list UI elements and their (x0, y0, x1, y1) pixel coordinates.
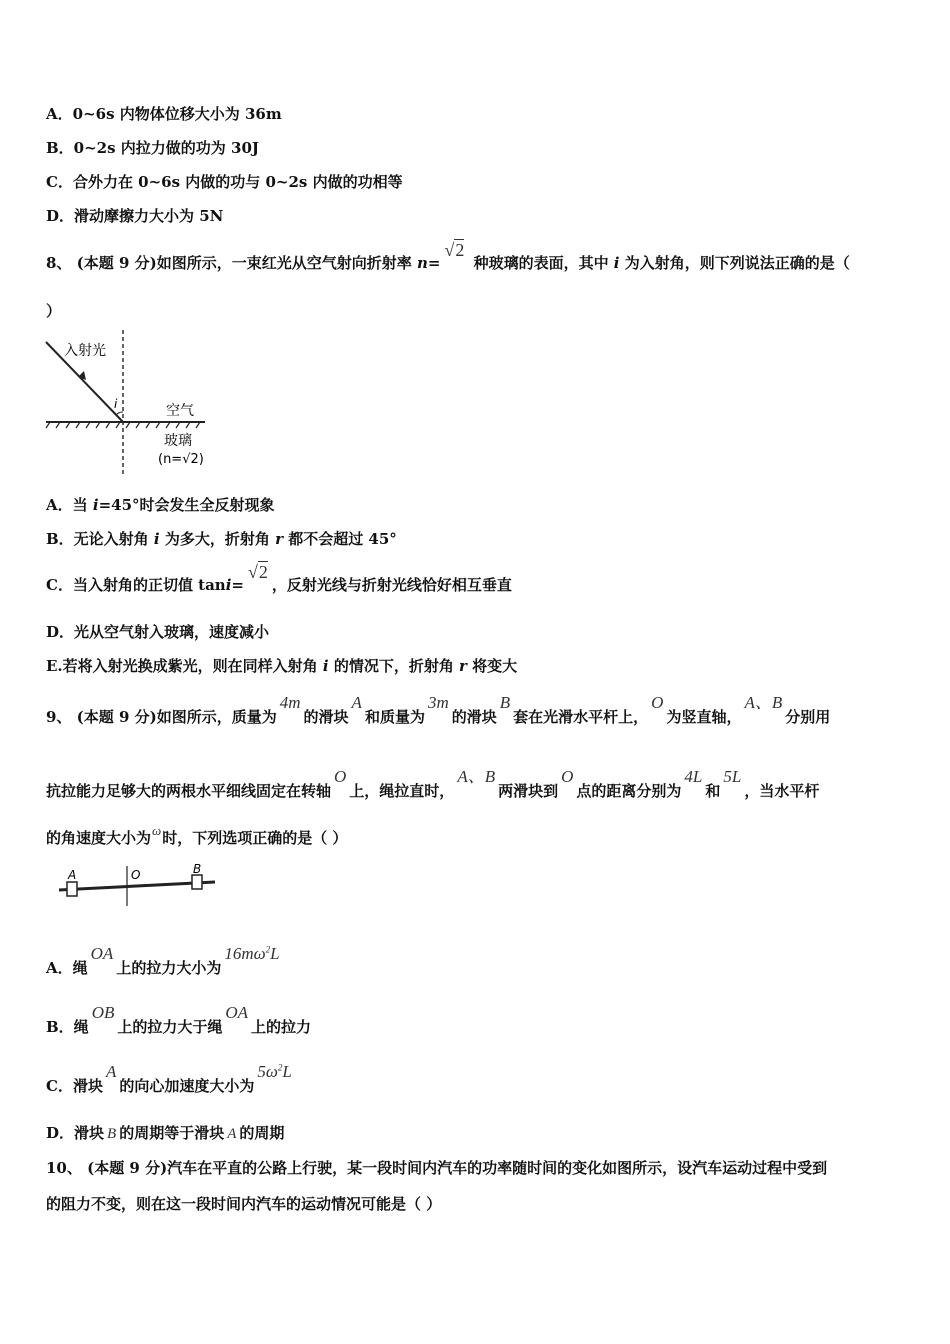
q9-l1-text-g: 分别用 (785, 708, 831, 726)
q8-stem-i: i (613, 254, 620, 272)
q9-optC-accel-b: L (282, 1062, 292, 1081)
q8-optE-text-b: 的情况下，折射角 (328, 657, 460, 675)
q9-optA-text-a: A．绳 (46, 959, 88, 977)
q9-optC-text-a: C．滑块 (46, 1077, 103, 1095)
q9-l1-text-e: 套在光滑水平杆上， (513, 708, 649, 726)
q9-l2-text-c: 两滑块到 (498, 782, 559, 800)
q8-optE-i: i (322, 657, 329, 675)
q9-stem-line3 (46, 823, 348, 848)
q9-math-O: O (651, 693, 664, 712)
q8-optC-text-c: ，反射光线与折射光线恰好相互垂直 (271, 576, 512, 594)
q7-option-c: C．合外力在 0~6s 内做的功与 0~2s 内做的功相等 (46, 173, 403, 191)
q9-optA-text-b: 上的拉力大小为 (116, 959, 222, 977)
q8-optB-text-b: 为多大，折射角 (159, 530, 276, 548)
q9-optC-accel-sup: 2 (277, 1062, 283, 1073)
q8-option-d: D．光从空气射入玻璃，速度减小 (46, 623, 270, 641)
q8-optB-text-a: B．无论入射角 (46, 530, 154, 548)
label-glass: 玻璃 (164, 433, 192, 449)
q9-optB-text-b: 上的拉力大于绳 (117, 1018, 223, 1036)
label-incident-ray: 入射光 (64, 343, 106, 359)
q9-optD-math-B: B (107, 1126, 117, 1142)
q9-math-O2: O (334, 767, 347, 786)
angle-arc (116, 412, 123, 415)
q9-l1-text-d: 的滑块 (451, 708, 497, 726)
q9-l2-text-a: 抗拉能力足够大的两根水平细线固定在转轴 (46, 782, 332, 800)
label-b: B (193, 862, 202, 876)
q8-stem-text-c: 为入射角，则下列说法正确的是（ (619, 254, 850, 272)
q9-optD-math-A: A (227, 1126, 237, 1142)
q9-l2-text-d: 点的距离分别为 (576, 782, 682, 800)
q8-option-b (46, 528, 397, 549)
q8-optC-sqrt-radicand: 2 (258, 562, 268, 582)
q9-optA-force-a: 16mω (224, 944, 266, 963)
q9-option-b (46, 1003, 312, 1037)
q9-optB-math-OA: OA (225, 1003, 249, 1022)
q9-optC-text-b: 的向心加速度大小为 (119, 1077, 255, 1095)
q8-stem-text-b: 种玻璃的表面，其中 (468, 254, 614, 272)
q9-l3-text-a: 的角速度大小为 (46, 829, 152, 847)
q9-l1-text-a: 9、 (本题 9 分)如图所示，质量为 (46, 708, 277, 726)
q7-option-d: D．滑动摩擦力大小为 5N (46, 207, 224, 225)
q8-refraction-figure (40, 328, 220, 478)
q9-stem-line1 (46, 693, 831, 727)
q8-optC-text-a: C．当入射角的正切值 tan (46, 576, 226, 594)
q9-optD-text-a: D．滑块 (46, 1124, 105, 1142)
q9-l1-text-b: 的滑块 (303, 708, 349, 726)
q8-sqrt: √2 (444, 240, 465, 260)
q9-optD-text-c: 的周期 (239, 1124, 285, 1142)
slider-a (67, 882, 77, 896)
q8-optA-text-b: =45°时会发生全反射现象 (98, 496, 275, 514)
q8-optE-text-c: 将变大 (466, 657, 518, 675)
q8-stem-n: n (416, 254, 428, 272)
q9-option-d (46, 1122, 284, 1143)
q9-math-B: B (499, 693, 511, 712)
q8-optC-text-b: = (231, 576, 244, 594)
q9-optB-text-a: B．绳 (46, 1018, 89, 1036)
q9-optB-math-OB: OB (91, 1003, 115, 1022)
label-o: O (131, 868, 141, 882)
q9-l1-text-c: 和质量为 (364, 708, 425, 726)
q8-optB-i: i (153, 530, 160, 548)
q8-stem-eq: = (427, 254, 441, 272)
q8-optB-r: r (275, 530, 283, 548)
q9-optD-text-b: 的周期等于滑块 (119, 1124, 225, 1142)
q9-optC-math-accel (257, 1062, 291, 1081)
q8-option-c (46, 562, 512, 595)
q8-optA-text-a: A．当 (46, 496, 93, 514)
q9-math-omega: ω (152, 823, 162, 838)
q9-math-AB: A、B (744, 693, 783, 712)
label-refractive-index: (n=√2) (158, 452, 204, 467)
label-angle-i: i (114, 397, 118, 411)
q9-rod-figure (55, 862, 225, 912)
q9-optB-text-c: 上的拉力 (251, 1018, 312, 1036)
label-air: 空气 (166, 403, 194, 419)
q10-stem-line2: 的阻力不变，则在这一段时间内汽车的运动情况可能是（ ） (46, 1195, 442, 1213)
q9-l2-text-e: 和 (705, 782, 721, 800)
q9-math-4L: 4L (684, 767, 703, 786)
q9-math-O3: O (561, 767, 574, 786)
q8-optC-i: i (225, 576, 232, 594)
q9-optC-math-A: A (105, 1062, 117, 1081)
q8-optE-text-a: E.若将入射光换成紫光，则在同样入射角 (46, 657, 323, 675)
q8-stem-text-a: 8、 (本题 9 分)如图所示，一束红光从空气射向折射率 (46, 254, 417, 272)
q9-optA-force-b: L (270, 944, 280, 963)
q8-option-e (46, 655, 517, 676)
q9-optA-math-OA: OA (90, 944, 114, 963)
label-a: A (68, 868, 77, 882)
q8-optE-r: r (459, 657, 467, 675)
q8-optA-i: i (92, 496, 99, 514)
q9-l1-text-f: 为竖直轴， (666, 708, 742, 726)
q9-optC-accel-a: 5ω (257, 1062, 278, 1081)
q9-l2-text-b: 上，绳拉直时， (349, 782, 455, 800)
q9-optA-force-sup: 2 (265, 944, 271, 955)
q8-stem (46, 240, 850, 273)
q9-math-A: A (351, 693, 362, 712)
q9-math-3m: 3m (427, 693, 449, 712)
q9-stem-line2 (46, 767, 820, 801)
q8-option-a (46, 494, 275, 515)
q8-optC-sqrt: √2 (248, 562, 268, 582)
q7-option-a: A．0~6s 内物体位移大小为 36m (46, 105, 282, 123)
q8-stem-close: ） (46, 302, 62, 320)
q9-l3-text-b: 时，下列选项正确的是（ ） (162, 829, 348, 847)
q8-sqrt-radicand: 2 (455, 240, 465, 260)
q9-l2-text-f: ，当水平杆 (744, 782, 820, 800)
q10-stem-line1: 10、 (本题 9 分)汽车在平直的公路上行驶，某一段时间内汽车的功率随时间的变化如图所示，设汽车运动过程中受到 (46, 1159, 828, 1177)
slider-b (192, 875, 202, 889)
q8-optB-text-c: 都不会超过 45° (282, 530, 397, 548)
q9-math-4m: 4m (279, 693, 301, 712)
q7-option-b: B．0~2s 内拉力做的功为 30J (46, 139, 259, 157)
q9-math-AB2: A、B (457, 767, 496, 786)
q9-optA-math-force (224, 944, 279, 963)
q9-math-5L: 5L (723, 767, 742, 786)
